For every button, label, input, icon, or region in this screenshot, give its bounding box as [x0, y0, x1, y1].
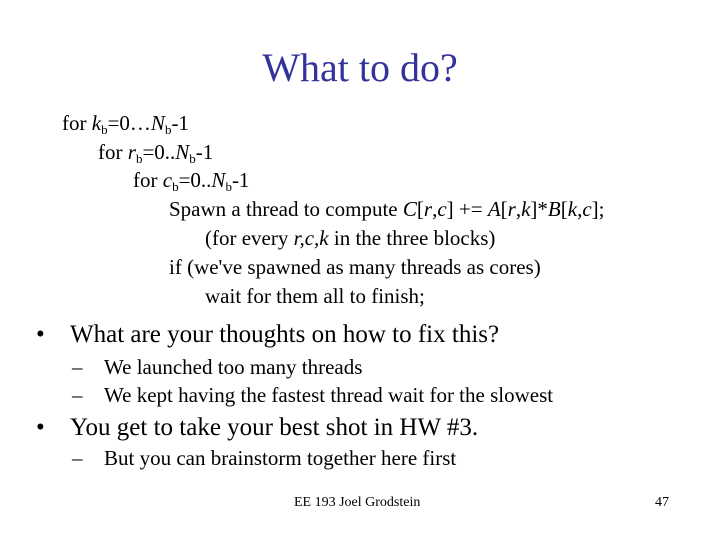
- footer-page-number: 47: [655, 495, 669, 510]
- sub-bullet-item-1: [72, 354, 363, 380]
- code-line-5: (for every r,c,k in the three blocks): [205, 226, 496, 250]
- bullet-text: What are your thoughts on how to fix this?: [70, 321, 500, 348]
- sub-bullet-item-3: [72, 445, 457, 471]
- footer-course: EE 193 Joel Grodstein: [294, 495, 421, 510]
- bullet-item-2: [36, 413, 479, 443]
- code-line-1: for $k_b=0\dots N_b-1$: [62, 111, 189, 137]
- bullet-symbol: •: [36, 414, 45, 441]
- bullet-text: You get to take your best shot in HW #3.: [70, 414, 479, 441]
- code-line-3: for $c_b=0..N_b-1$: [133, 168, 250, 194]
- sub-bullet-symbol: –: [72, 383, 83, 407]
- sub-bullet-symbol: –: [72, 355, 83, 379]
- bullet-symbol: •: [36, 321, 45, 348]
- code-line-6: if (we've spawned as many threads as cores): [169, 255, 541, 279]
- code-line-2: for $r_b=0..N_b-1$: [98, 140, 214, 166]
- code-line-7: wait for them all to finish;: [205, 284, 425, 308]
- code-line-4: Spawn a thread to compute C[r,c] += A[r,k]*B[k,c];: [169, 197, 605, 221]
- sub-bullet-text: We kept having the fastest thread wait for the slowest: [104, 383, 554, 407]
- slide-title: What to do?: [262, 45, 458, 90]
- sub-bullet-symbol: –: [72, 446, 83, 470]
- bullet-item-1: [36, 320, 500, 350]
- sub-bullet-item-2: [72, 382, 554, 408]
- sub-bullet-text: But you can brainstorm together here first: [104, 446, 457, 470]
- sub-bullet-text: We launched too many threads: [104, 355, 363, 379]
